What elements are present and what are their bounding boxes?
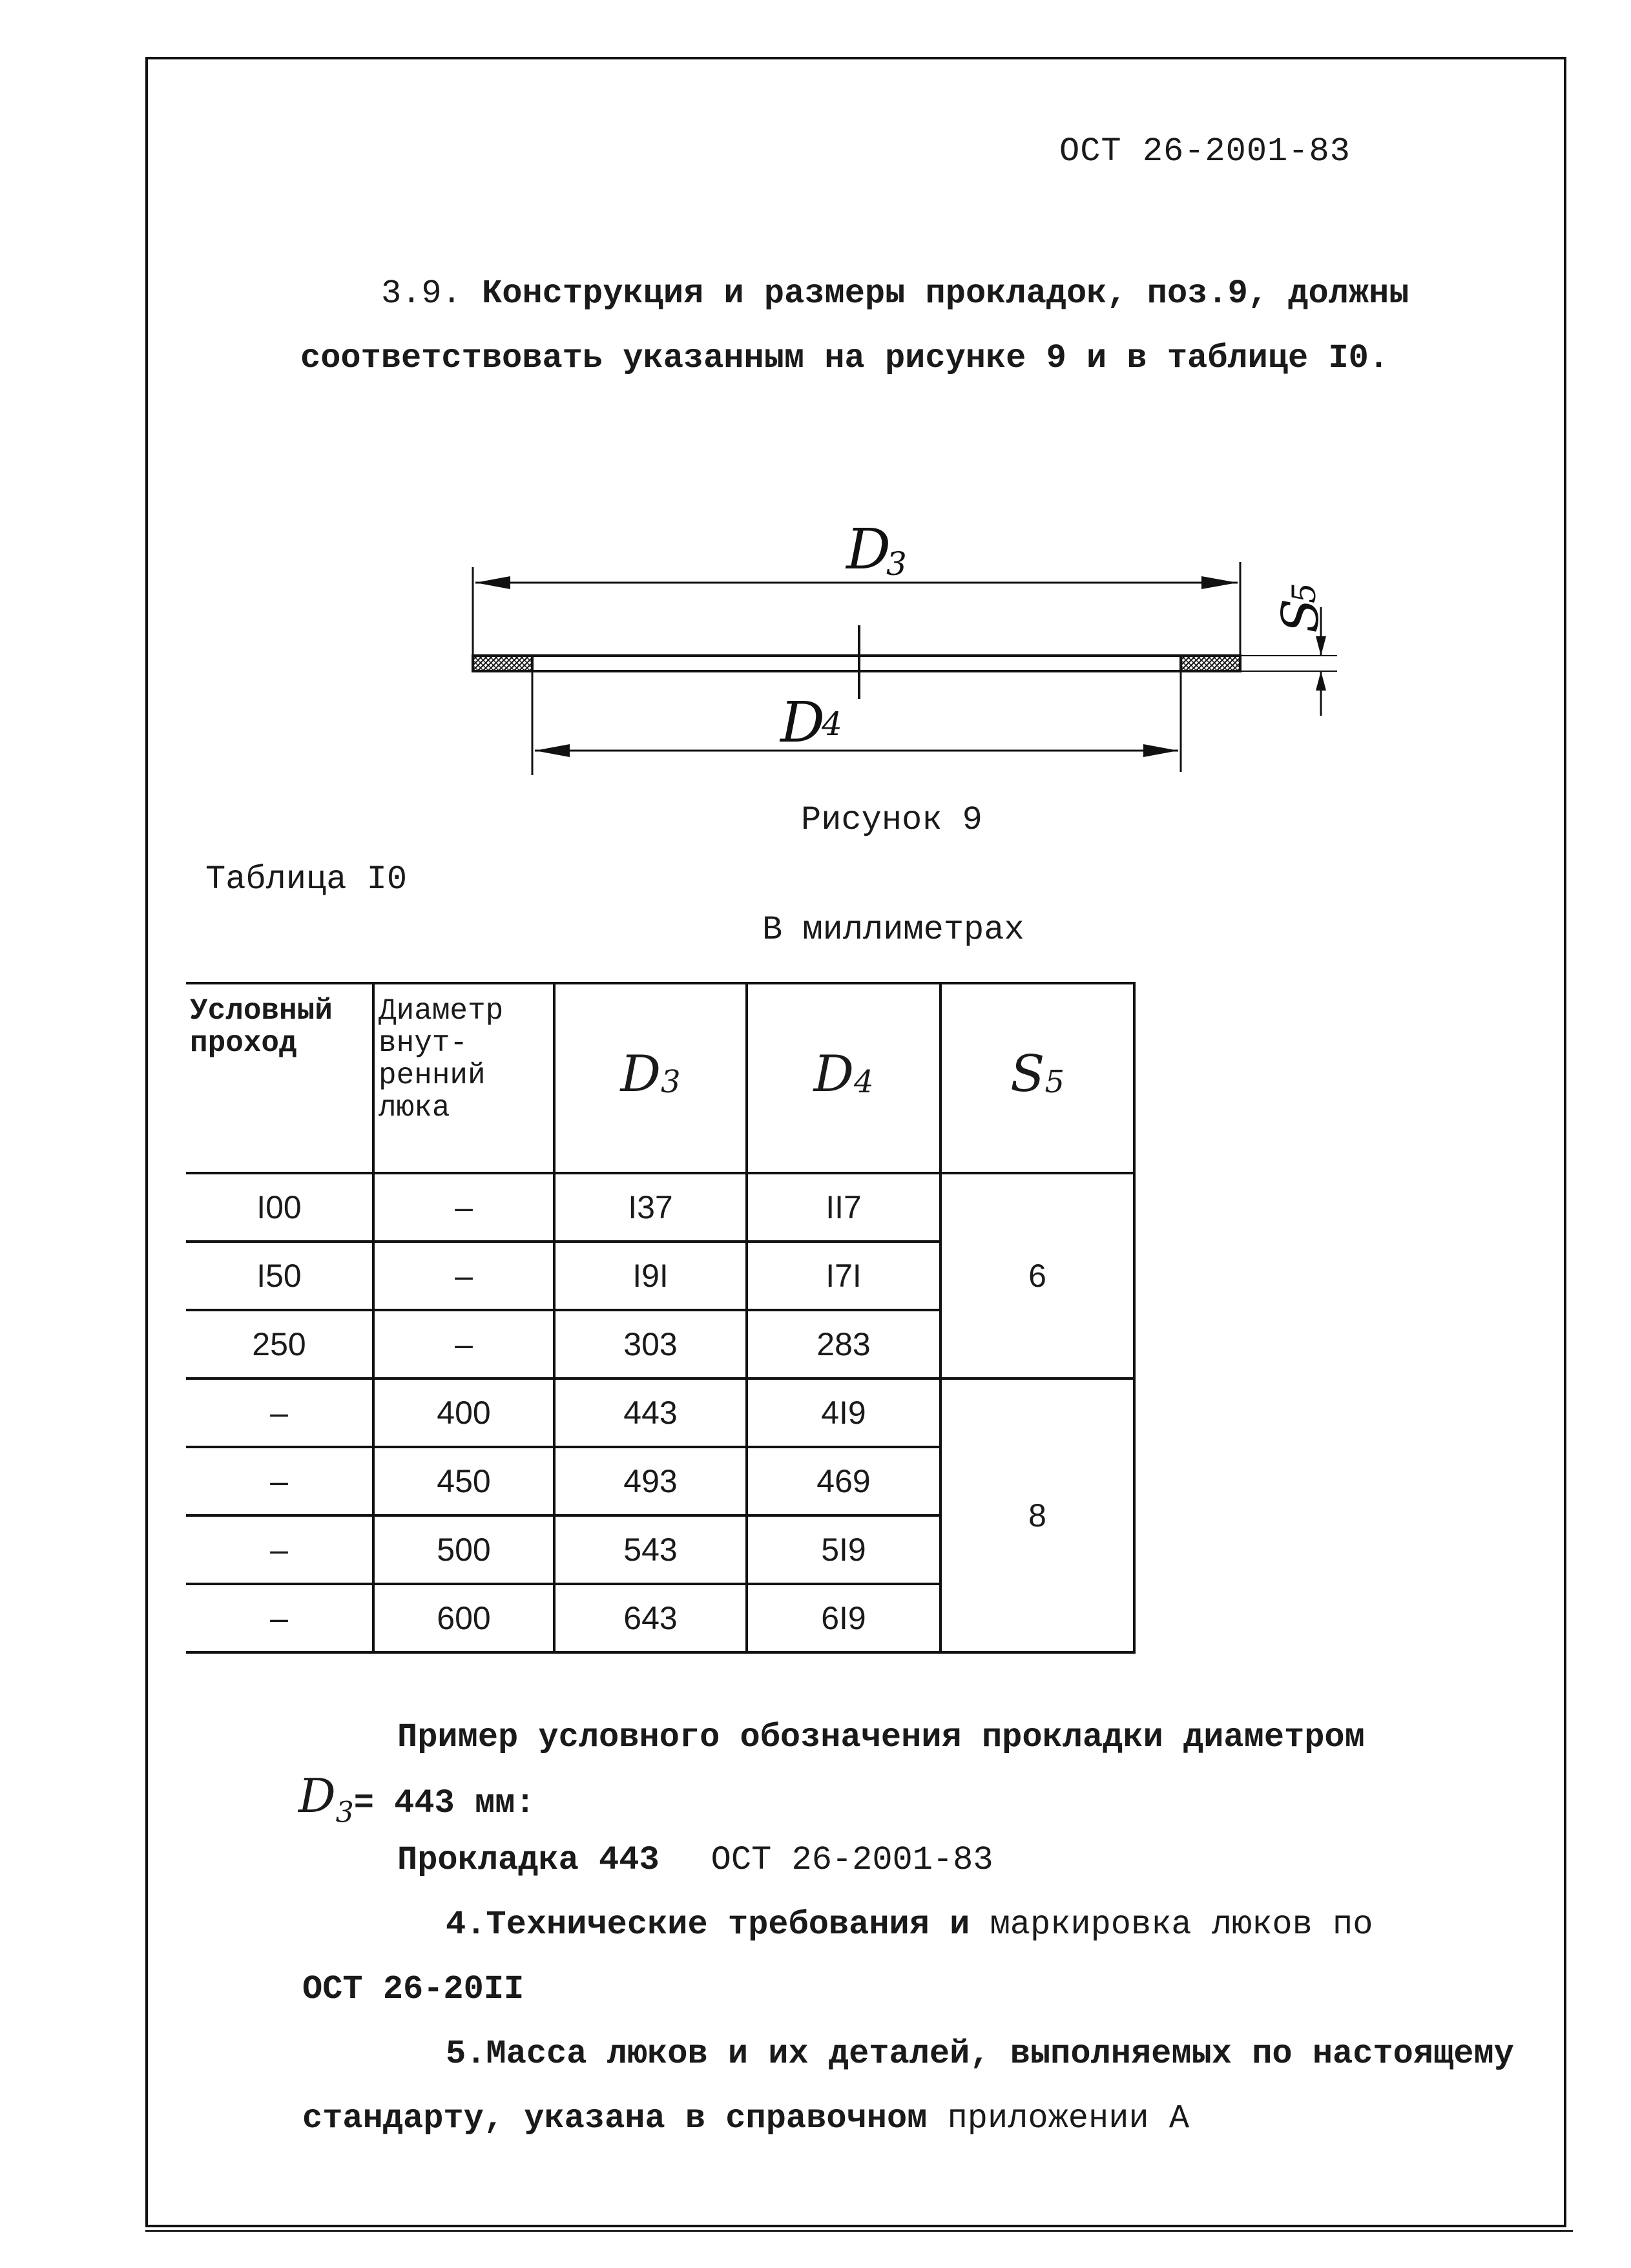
d3-arrow-right xyxy=(1201,576,1238,589)
cell-d3: I37 xyxy=(554,1173,747,1242)
gasket-body xyxy=(473,656,1240,671)
d4-arrow-right xyxy=(1143,744,1178,757)
cell-d3: 493 xyxy=(554,1447,747,1515)
table-header-row xyxy=(186,983,1134,1173)
header-d3-sub: 3 xyxy=(661,1064,681,1100)
header-inner-diameter xyxy=(373,983,554,1173)
example-d3-value: = 443 мм: xyxy=(353,1784,535,1822)
header-s5 xyxy=(940,983,1134,1173)
section-3-9-line1 xyxy=(381,262,1409,326)
table-row xyxy=(186,1173,1134,1242)
cell-d4: 5I9 xyxy=(747,1515,940,1584)
d3-arrow-left xyxy=(475,576,510,589)
cell-d3: 543 xyxy=(554,1515,747,1584)
section-4-bold-text: Технические требования и xyxy=(486,1906,970,1944)
section-5-line2 xyxy=(302,2086,1189,2151)
s5-label: S xyxy=(1272,598,1330,633)
document-code: ОСТ 26-2001-83 xyxy=(1059,132,1351,171)
example-d3-symbol: D xyxy=(298,1769,336,1823)
cell-d4: 6I9 xyxy=(747,1584,940,1652)
example-d3-sub: 3 xyxy=(335,1796,354,1829)
header-nominal-bore-line1: Условный xyxy=(190,994,333,1028)
header-inner-diameter-line3: ренний xyxy=(379,1059,486,1092)
cell-dn: – xyxy=(186,1515,373,1584)
cell-inner: – xyxy=(373,1310,554,1378)
table-row xyxy=(186,1378,1134,1447)
header-s5-sub: 5 xyxy=(1044,1064,1065,1100)
section-4-line1 xyxy=(446,1893,1373,1957)
figure-caption: Рисунок 9 xyxy=(801,801,982,839)
header-inner-diameter-line1: Диаметр xyxy=(379,994,504,1028)
section-number: 3.9. xyxy=(381,275,483,313)
cell-d4: II7 xyxy=(747,1173,940,1242)
section-4-rest: маркировка люков по xyxy=(990,1906,1373,1944)
cell-d4: I7I xyxy=(747,1242,940,1310)
section-5-rest: приложении А xyxy=(947,2099,1190,2138)
gasket-section-left xyxy=(473,656,532,671)
s5-label-sub: 5 xyxy=(1285,583,1323,603)
s5-arrow-bottom xyxy=(1316,671,1326,691)
d4-label: D xyxy=(780,691,825,755)
gasket-dimensions-table xyxy=(186,982,1136,1654)
header-d3-symbol: D xyxy=(620,1045,661,1103)
cell-dn: I00 xyxy=(186,1173,373,1242)
cell-s5-group2: 8 xyxy=(940,1378,1134,1652)
cell-d3: 303 xyxy=(554,1310,747,1378)
example-line1: Пример условного обозначения прокладки диаметром xyxy=(397,1718,1365,1756)
section-4-number: 4. xyxy=(446,1906,486,1944)
header-nominal-bore xyxy=(186,983,373,1173)
cell-d3: 643 xyxy=(554,1584,747,1652)
cell-dn: 250 xyxy=(186,1310,373,1378)
cell-d3: I9I xyxy=(554,1242,747,1310)
d4-arrow-left xyxy=(535,744,570,757)
cell-d4: 469 xyxy=(747,1447,940,1515)
section-3-9-text: Конструкция и размеры прокладок, поз.9, должны xyxy=(482,275,1409,313)
d3-label: D xyxy=(846,517,891,582)
cell-d4: 4I9 xyxy=(747,1378,940,1447)
section-5-bold-text: стандарту, указана в справочном xyxy=(302,2099,928,2138)
cell-inner: 400 xyxy=(373,1378,554,1447)
d3-label-sub: 3 xyxy=(886,545,907,583)
cell-dn: – xyxy=(186,1447,373,1515)
designation-name: Прокладка 443 xyxy=(397,1841,660,1879)
header-inner-diameter-line2: внут- xyxy=(379,1026,468,1060)
header-inner-diameter-line4: люка xyxy=(379,1091,450,1125)
cell-dn: I50 xyxy=(186,1242,373,1310)
frame-bottom-line xyxy=(145,2230,1573,2232)
cell-inner: 600 xyxy=(373,1584,554,1652)
cell-dn: – xyxy=(186,1584,373,1652)
header-nominal-bore-line2: проход xyxy=(190,1026,297,1060)
s5-arrow-top xyxy=(1316,636,1326,656)
s5-label-group xyxy=(1272,583,1330,633)
cell-d4: 283 xyxy=(747,1310,940,1378)
table-title: Таблица I0 xyxy=(205,860,408,899)
cell-inner: – xyxy=(373,1242,554,1310)
section-5-line1: 5.Масса люков и их деталей, выполняемых по настоящему xyxy=(446,2035,1514,2073)
table-units: В миллиметрах xyxy=(762,911,1024,949)
header-s5-symbol: S xyxy=(1010,1045,1045,1103)
cell-d3: 443 xyxy=(554,1378,747,1447)
cell-dn: – xyxy=(186,1378,373,1447)
cell-inner: – xyxy=(373,1173,554,1242)
section-4-line2: ОСТ 26-20II xyxy=(302,1970,525,2008)
header-d4 xyxy=(747,983,940,1173)
header-d4-symbol: D xyxy=(813,1045,854,1103)
designation-standard: ОСТ 26-2001-83 xyxy=(711,1841,993,1879)
section-3-9-line2: соответствовать указанным на рисунке 9 и в таблице I0. xyxy=(300,339,1389,377)
d4-label-sub: 4 xyxy=(822,705,842,743)
header-d4-sub: 4 xyxy=(854,1064,874,1100)
gasket-section-right xyxy=(1181,656,1240,671)
example-designation xyxy=(397,1828,993,1893)
gasket-drawing xyxy=(452,510,1356,788)
cell-s5-group1: 6 xyxy=(940,1173,1134,1378)
cell-inner: 500 xyxy=(373,1515,554,1584)
cell-inner: 450 xyxy=(373,1447,554,1515)
header-d3 xyxy=(554,983,747,1173)
